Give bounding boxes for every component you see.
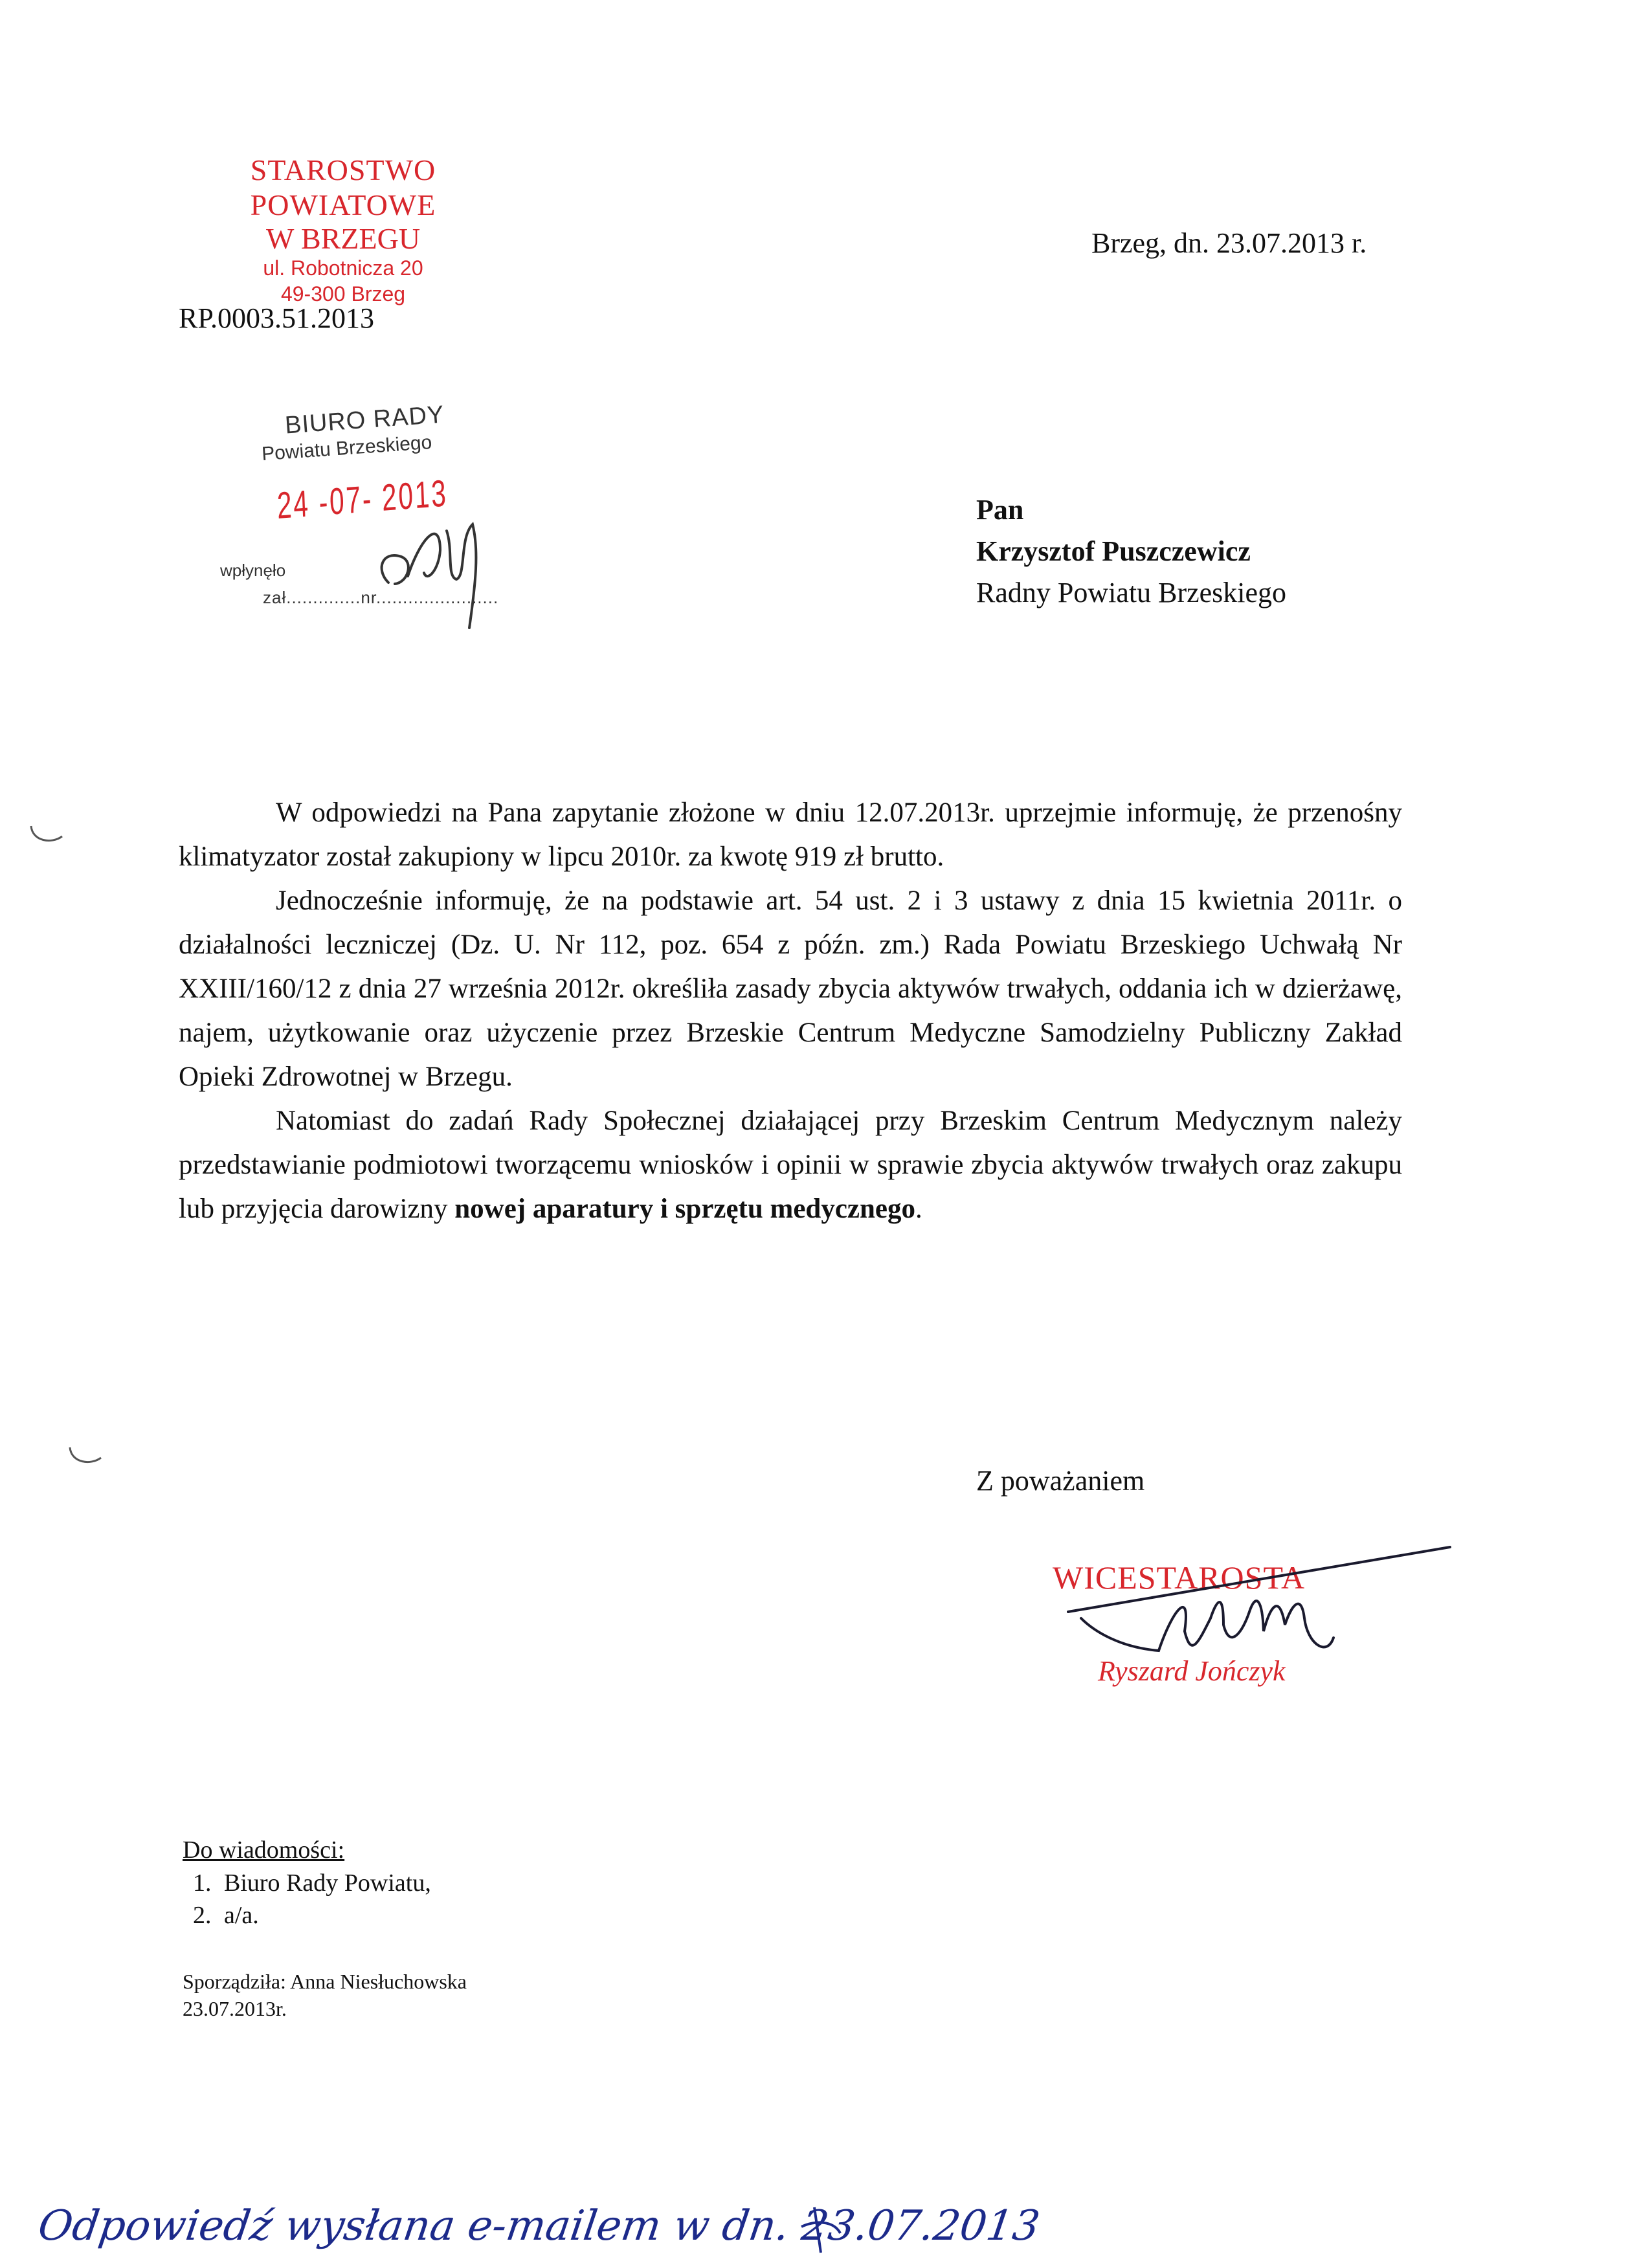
received-stamp-label: wpłynęło: [220, 561, 286, 580]
prepared-date: 23.07.2013r.: [183, 1997, 287, 2020]
received-stamp-initials: [363, 511, 531, 634]
prepared-by: Sporządziła: Anna Niesłuchowska: [183, 1970, 467, 1993]
addressee-salutation: Pan: [976, 494, 1024, 526]
received-stamp-office: BIURO RADY: [284, 401, 445, 440]
document-date: Brzeg, dn. 23.07.2013 r.: [1091, 227, 1367, 259]
addressee-role: Radny Powiatu Brzeskiego: [976, 577, 1287, 608]
handwritten-signature: [1029, 1534, 1457, 1715]
cc-item: [193, 1867, 431, 1899]
cc-item-number: 1.: [193, 1869, 212, 1897]
svg-text:Odpowiedź wysłana e-mailem w d: Odpowiedź wysłana e-mailem w dn. 23.07.2013: [35, 2202, 1043, 2250]
stamp-line-3: ul. Robotnicza 20: [263, 256, 423, 280]
signature-name: Ryszard Jończyk: [1098, 1655, 1286, 1687]
office-stamp: [155, 153, 531, 307]
paragraph-3: [179, 1099, 1402, 1231]
cc-list: [193, 1867, 431, 1932]
signature-title: WICESTAROSTA: [1053, 1559, 1306, 1596]
addressee-block: [976, 489, 1286, 614]
reference-number: RP.0003.51.2013: [179, 302, 374, 334]
paragraph-3-end: .: [915, 1194, 922, 1224]
received-stamp-attachment: zał..............nr.......................: [263, 588, 499, 607]
cc-item-number: 2.: [193, 1902, 212, 1929]
punch-hole-mark: [65, 1444, 104, 1469]
paragraph-3-text: Natomiast do zadań Rady Społecznej działającej przy Brzeskim Centrum Medycznym należy przedstawianie podmiotowi tworzącemu wniosków i opinii w sprawie zbycia aktywów trwałych oraz zakupu lub przyjęcia darowizny: [179, 1106, 1402, 1224]
paragraph-2: Jednocześnie informuję, że na podstawie art. 54 ust. 2 i 3 ustawy z dnia 15 kwietnia 2011r. o działalności leczniczej (Dz. U. Nr 112, poz. 654 z późn. zm.) Rada Powiatu Brzeskiego Uchwałą Nr XXIII/160/12 z dnia 27 września 2012r. określiła zasady zbycia aktywów trwałych, oddania ich w dzierżawę, najem, użytkowanie oraz użyczenie przez Brzeskie Centrum Medyczne Samodzielny Publiczny Zakład Opieki Zdrowotnej w Brzegu.: [179, 886, 1402, 1092]
cc-item: [193, 1899, 431, 1932]
handwritten-note: [35, 2188, 1043, 2259]
paragraph-3-bold: nowej aparatury i sprzętu medycznego: [454, 1194, 916, 1224]
stamp-line-2: W BRZEGU: [265, 222, 421, 255]
received-stamp-date: 24 -07- 2013: [276, 472, 449, 527]
paragraph-1: W odpowiedzi na Pana zapytanie złożone w dniu 12.07.2013r. uprzejmie informuję, że przenośny klimatyzator został zakupiony w lipcu 2010r. za kwotę 919 zł brutto.: [179, 797, 1402, 872]
received-stamp-office-sub: Powiatu Brzeskiego: [261, 431, 433, 465]
stamp-line-4: 49-300 Brzeg: [280, 282, 406, 306]
prepared-by-block: [183, 1968, 467, 2022]
addressee-name: Krzysztof Puszczewicz: [976, 535, 1251, 567]
cc-item-text: a/a.: [224, 1902, 259, 1929]
cc-title: Do wiadomości:: [183, 1836, 345, 1864]
cc-item-text: Biuro Rady Powiatu,: [224, 1869, 431, 1897]
closing-phrase: Z poważaniem: [976, 1465, 1145, 1497]
punch-hole-mark: [26, 822, 65, 848]
letter-body: [179, 791, 1402, 1231]
stamp-line-1: STAROSTWO POWIATOWE: [250, 153, 436, 221]
